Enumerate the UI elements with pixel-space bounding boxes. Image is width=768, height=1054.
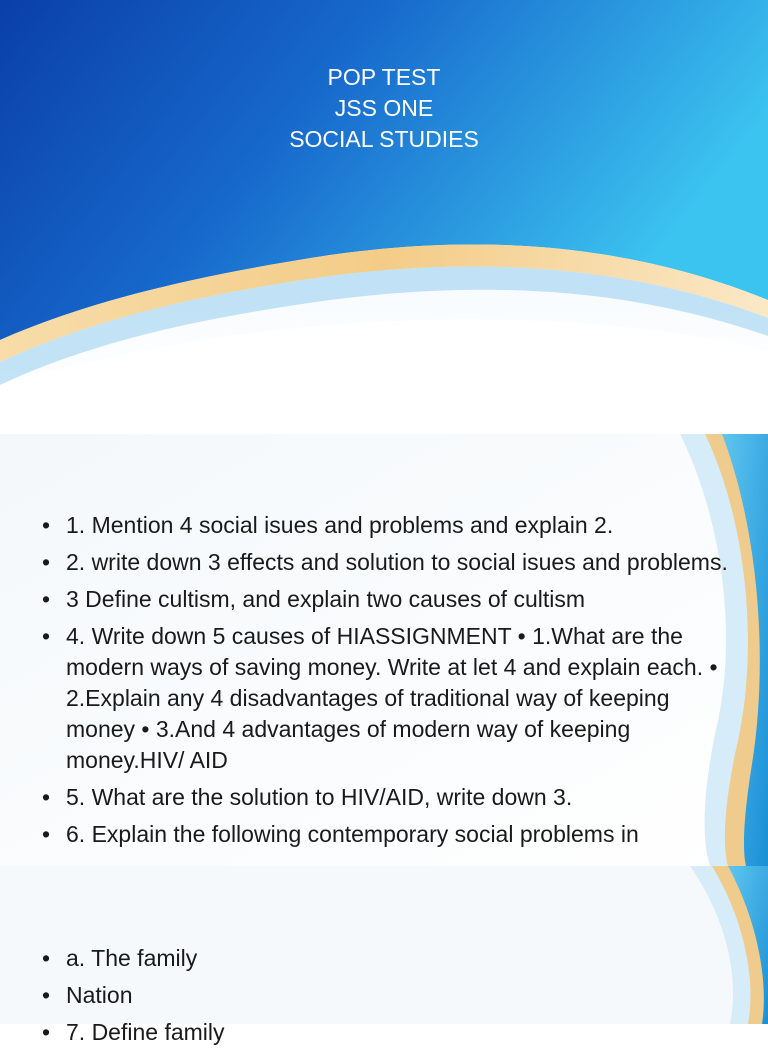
list-item: • 1. Mention 4 social isues and problems and explain 2. xyxy=(42,510,732,541)
list-item: • a. The family xyxy=(42,943,732,974)
list-item: • 4. Write down 5 causes of HIASSIGNMENT • 1.What are the modern ways of saving money. Write at let 4 and explain each. • 2.Explain any 4 disadvantages of traditional way of keeping money • 3.And 4 advantages of modern way of keeping money.HIV/ AID xyxy=(42,621,732,776)
list-item: • 6. Explain the following contemporary social problems in xyxy=(42,819,732,850)
title-block xyxy=(0,62,768,155)
title-line-1: POP TEST xyxy=(327,64,441,90)
content-slide-1 xyxy=(0,434,768,866)
list-item: • 3 Define cultism, and explain two causes of cultism xyxy=(42,584,732,615)
list-item: • Nation xyxy=(42,980,732,1011)
list-item: • 5. What are the solution to HIV/AID, write down 3. xyxy=(42,782,732,813)
question-list xyxy=(42,510,732,856)
title-slide xyxy=(0,0,768,420)
content-slide-2 xyxy=(0,866,768,1045)
topic-list xyxy=(42,943,732,1054)
list-item: • 2. write down 3 effects and solution to social isues and problems. xyxy=(42,547,732,578)
title-line-2: JSS ONE xyxy=(334,95,434,121)
list-item: • 7. Define family xyxy=(42,1017,732,1048)
title-line-3: SOCIAL STUDIES xyxy=(289,126,479,152)
